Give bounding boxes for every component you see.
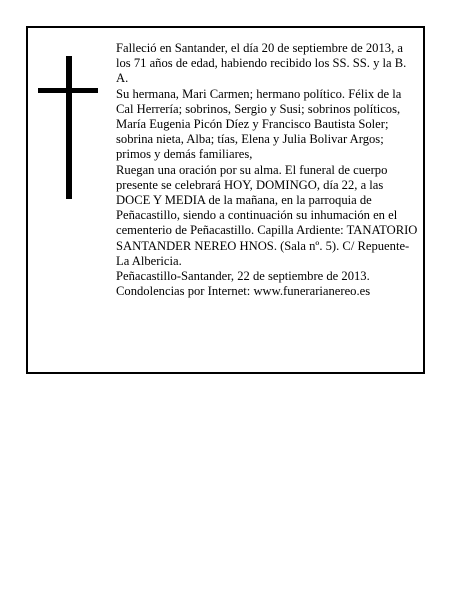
place-and-date: Peñacastillo-Santander, 22 de septiembre de 2013. [116, 269, 370, 284]
funeral-details: Ruegan una oración por su alma. El funeral de cuerpo presente se celebrará HOY, DOMINGO, día 22, a las DOCE Y MEDIA de la mañana, en la parroquia de Peñacastillo, siendo a continuación su inhumación en el cementerio de Peñacastillo. Capilla Ardiente: TANATORIO SANTANDER NEREO HNOS. (Sala nº. 5). C/ Repuente-La Albericia. [116, 162, 418, 268]
condolences-website: Condolencias por Internet: www.funerarianereo.es [116, 284, 371, 299]
death-announcement: Falleció en Santander, el día 20 de septiembre de 2013, a los 71 años de edad, habiendo recibido los SS. SS. y la B. A. [116, 41, 407, 86]
cross-vertical-bar [66, 56, 72, 199]
obituary-text [116, 41, 420, 299]
obituary-notice [26, 26, 425, 374]
cross-horizontal-bar [38, 88, 98, 93]
family-mourners: Su hermana, Mari Carmen; hermano político. Félix de la Cal Herrería; sobrinos, Sergio y Susi; sobrinos políticos, María Eugenia Picón Díez y Francisco Bautista Soler; sobrina nieta, Alba; tías, Elena y Julia Bolivar Argos; primos y demás familiares, [116, 86, 402, 162]
